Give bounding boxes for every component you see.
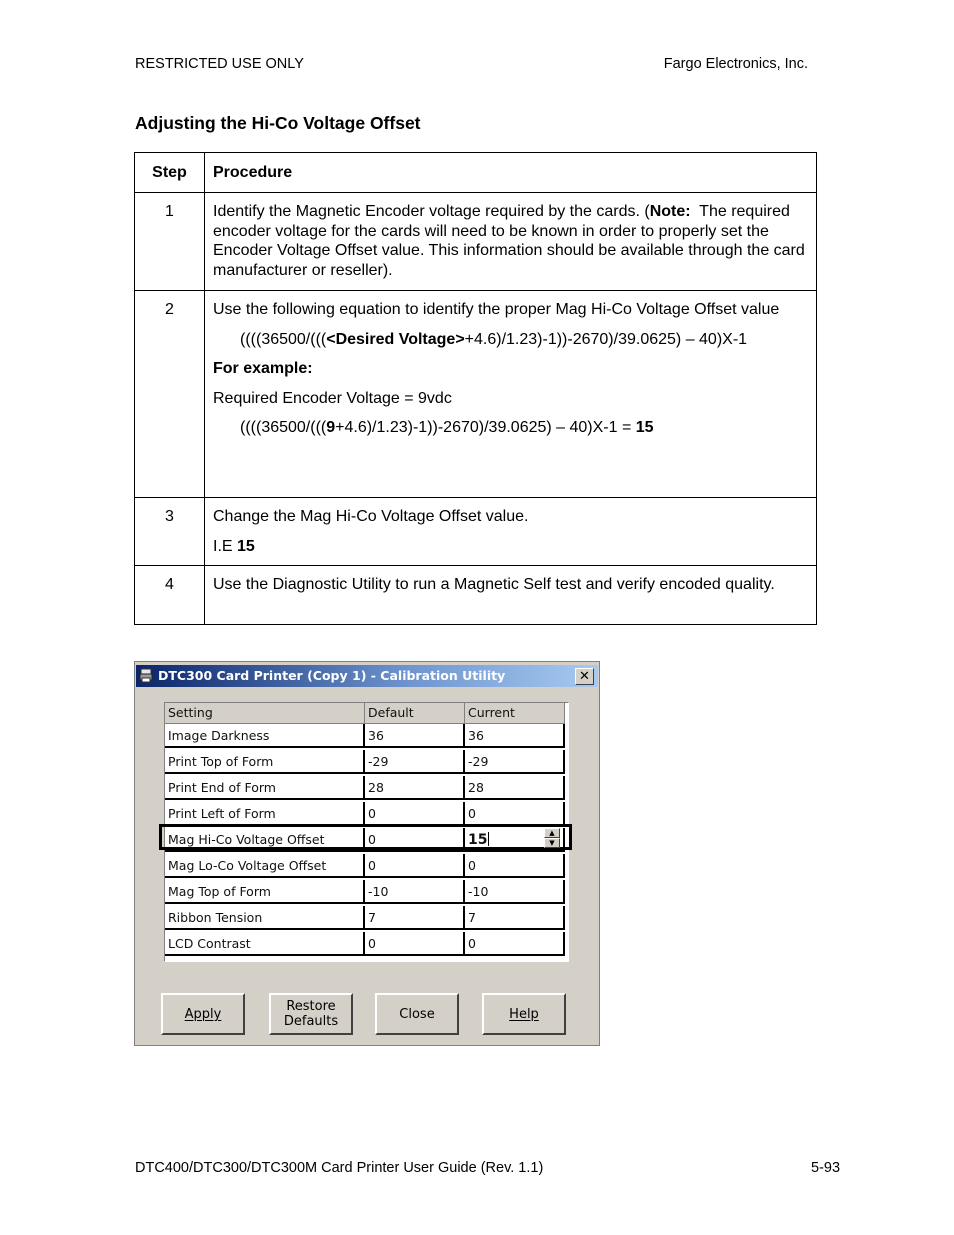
default-value: 0 — [365, 802, 465, 826]
setting-name: Mag Lo-Co Voltage Offset — [165, 854, 365, 878]
procedure-text — [205, 193, 817, 291]
highlight-box — [159, 824, 572, 850]
default-value: 36 — [365, 724, 465, 748]
spin-up-button[interactable] — [544, 828, 560, 838]
required-voltage: Required Encoder Voltage = 9vdc — [213, 389, 452, 407]
procedure-text — [205, 291, 817, 498]
procedure-text: Use the Diagnostic Utility to run a Magnetic Self test and verify encoded quality. — [205, 566, 817, 625]
formula-prefix: ((((36500/((( — [240, 330, 327, 348]
procedure-table — [134, 152, 817, 625]
procedure-text — [205, 498, 817, 566]
current-value[interactable]: -29 — [465, 750, 565, 774]
step-number: 1 — [135, 193, 205, 291]
dialog-title-bar[interactable] — [136, 665, 598, 687]
table-row — [135, 566, 817, 625]
close-window-button[interactable] — [575, 668, 594, 685]
setting-name: Print Top of Form — [165, 750, 365, 774]
section-title: Adjusting the Hi-Co Voltage Offset — [135, 113, 421, 133]
help-button[interactable] — [482, 993, 566, 1035]
example-formula — [213, 418, 808, 438]
default-value: 28 — [365, 776, 465, 800]
formula — [213, 330, 808, 350]
setting-name: Ribbon Tension — [165, 906, 365, 930]
help-button-label: Help — [509, 1006, 539, 1022]
table-row — [135, 291, 817, 498]
default-value: 7 — [365, 906, 465, 930]
table-row — [135, 193, 817, 291]
note-label: Note: — [649, 203, 691, 220]
close-icon: ✕ — [579, 669, 590, 684]
example-suffix: +4.6)/1.23)-1))-2670)/39.0625) – 40)X-1 = — [335, 419, 636, 436]
table-header-row — [135, 153, 817, 193]
table-row — [165, 932, 568, 958]
chevron-down-icon: ▼ — [549, 839, 555, 847]
header-left: RESTRICTED USE ONLY — [135, 56, 304, 72]
current-value[interactable]: 28 — [465, 776, 565, 800]
formula-suffix: +4.6)/1.23)-1))-2670)/39.0625) – 40)X-1 — [464, 330, 748, 348]
setting-name: Mag Top of Form — [165, 880, 365, 904]
close-button-label: Close — [399, 1006, 435, 1022]
default-value: -10 — [365, 880, 465, 904]
table-row — [165, 750, 568, 776]
example-prefix: ((((36500/((( — [240, 419, 327, 436]
spin-down-button[interactable] — [544, 838, 560, 848]
default-value: 0 — [365, 828, 465, 852]
procedure-column-header: Procedure — [205, 153, 817, 193]
table-row — [135, 498, 817, 566]
default-value: 0 — [365, 932, 465, 956]
step3-example — [213, 537, 808, 557]
ie-label: I.E — [213, 537, 238, 555]
table-row — [165, 880, 568, 906]
step2-intro: Use the following equation to identify the proper Mag Hi-Co Voltage Offset value — [213, 301, 780, 318]
setting-name: Mag Hi-Co Voltage Offset — [165, 828, 365, 852]
chevron-up-icon: ▲ — [549, 829, 555, 837]
footer-left: DTC400/DTC300/DTC300M Card Printer User Guide (Rev. 1.1) — [135, 1160, 544, 1176]
example-label — [213, 359, 808, 379]
current-value[interactable]: 7 — [465, 906, 565, 930]
setting-name: Print Left of Form — [165, 802, 365, 826]
ie-value: 15 — [237, 537, 255, 555]
close-button[interactable] — [375, 993, 459, 1035]
step-column-header: Step — [135, 153, 205, 193]
calibration-dialog — [134, 661, 600, 1046]
step-number: 4 — [135, 566, 205, 625]
example-result: 15 — [635, 419, 654, 436]
page-number: 5-93 — [811, 1160, 841, 1176]
step3-text: Change the Mag Hi-Co Voltage Offset value. — [213, 508, 529, 525]
grid-header-current[interactable]: Current — [465, 703, 565, 724]
apply-button-label: Apply — [184, 1006, 222, 1022]
current-value-input[interactable]: 15 — [468, 832, 488, 848]
table-row — [165, 776, 568, 802]
value-spinner[interactable] — [544, 828, 560, 848]
current-value[interactable]: 0 — [465, 932, 565, 956]
setting-name: Print End of Form — [165, 776, 365, 800]
step-number: 3 — [135, 498, 205, 566]
grid-header-default[interactable]: Default — [365, 703, 465, 724]
restore-label-line1: Restore — [286, 999, 336, 1014]
dialog-title: DTC300 Card Printer (Copy 1) - Calibration Utility — [158, 668, 506, 683]
setting-name: LCD Contrast — [165, 932, 365, 956]
formula-variable: <Desired Voltage> — [326, 330, 465, 348]
step1-text-b: The required encoder voltage for the cards will need to be known in order to properly set the Encoder Voltage Offset value. This information should be available through the card manufacturer or reseller). — [213, 203, 810, 279]
default-value: -29 — [365, 750, 465, 774]
restore-label-line2: Defaults — [283, 1014, 339, 1029]
header-right: Fargo Electronics, Inc. — [663, 56, 808, 72]
apply-button[interactable] — [161, 993, 245, 1035]
step-number: 2 — [135, 291, 205, 498]
current-value[interactable]: 0 — [465, 854, 565, 878]
default-value: 0 — [365, 854, 465, 878]
restore-defaults-button[interactable] — [269, 993, 353, 1035]
setting-name: Image Darkness — [165, 724, 365, 748]
grid-header-setting[interactable]: Setting — [165, 703, 365, 724]
example-variable: 9 — [326, 419, 336, 436]
current-value[interactable]: 0 — [465, 802, 565, 826]
current-value[interactable]: 36 — [465, 724, 565, 748]
table-row — [165, 854, 568, 880]
table-row — [165, 906, 568, 932]
table-row — [165, 724, 568, 750]
step1-text-a: Identify the Magnetic Encoder voltage required by the cards. ( — [213, 203, 650, 220]
printer-app-icon — [139, 668, 153, 683]
current-value[interactable]: -10 — [465, 880, 565, 904]
example-label-text: For example: — [213, 360, 313, 377]
